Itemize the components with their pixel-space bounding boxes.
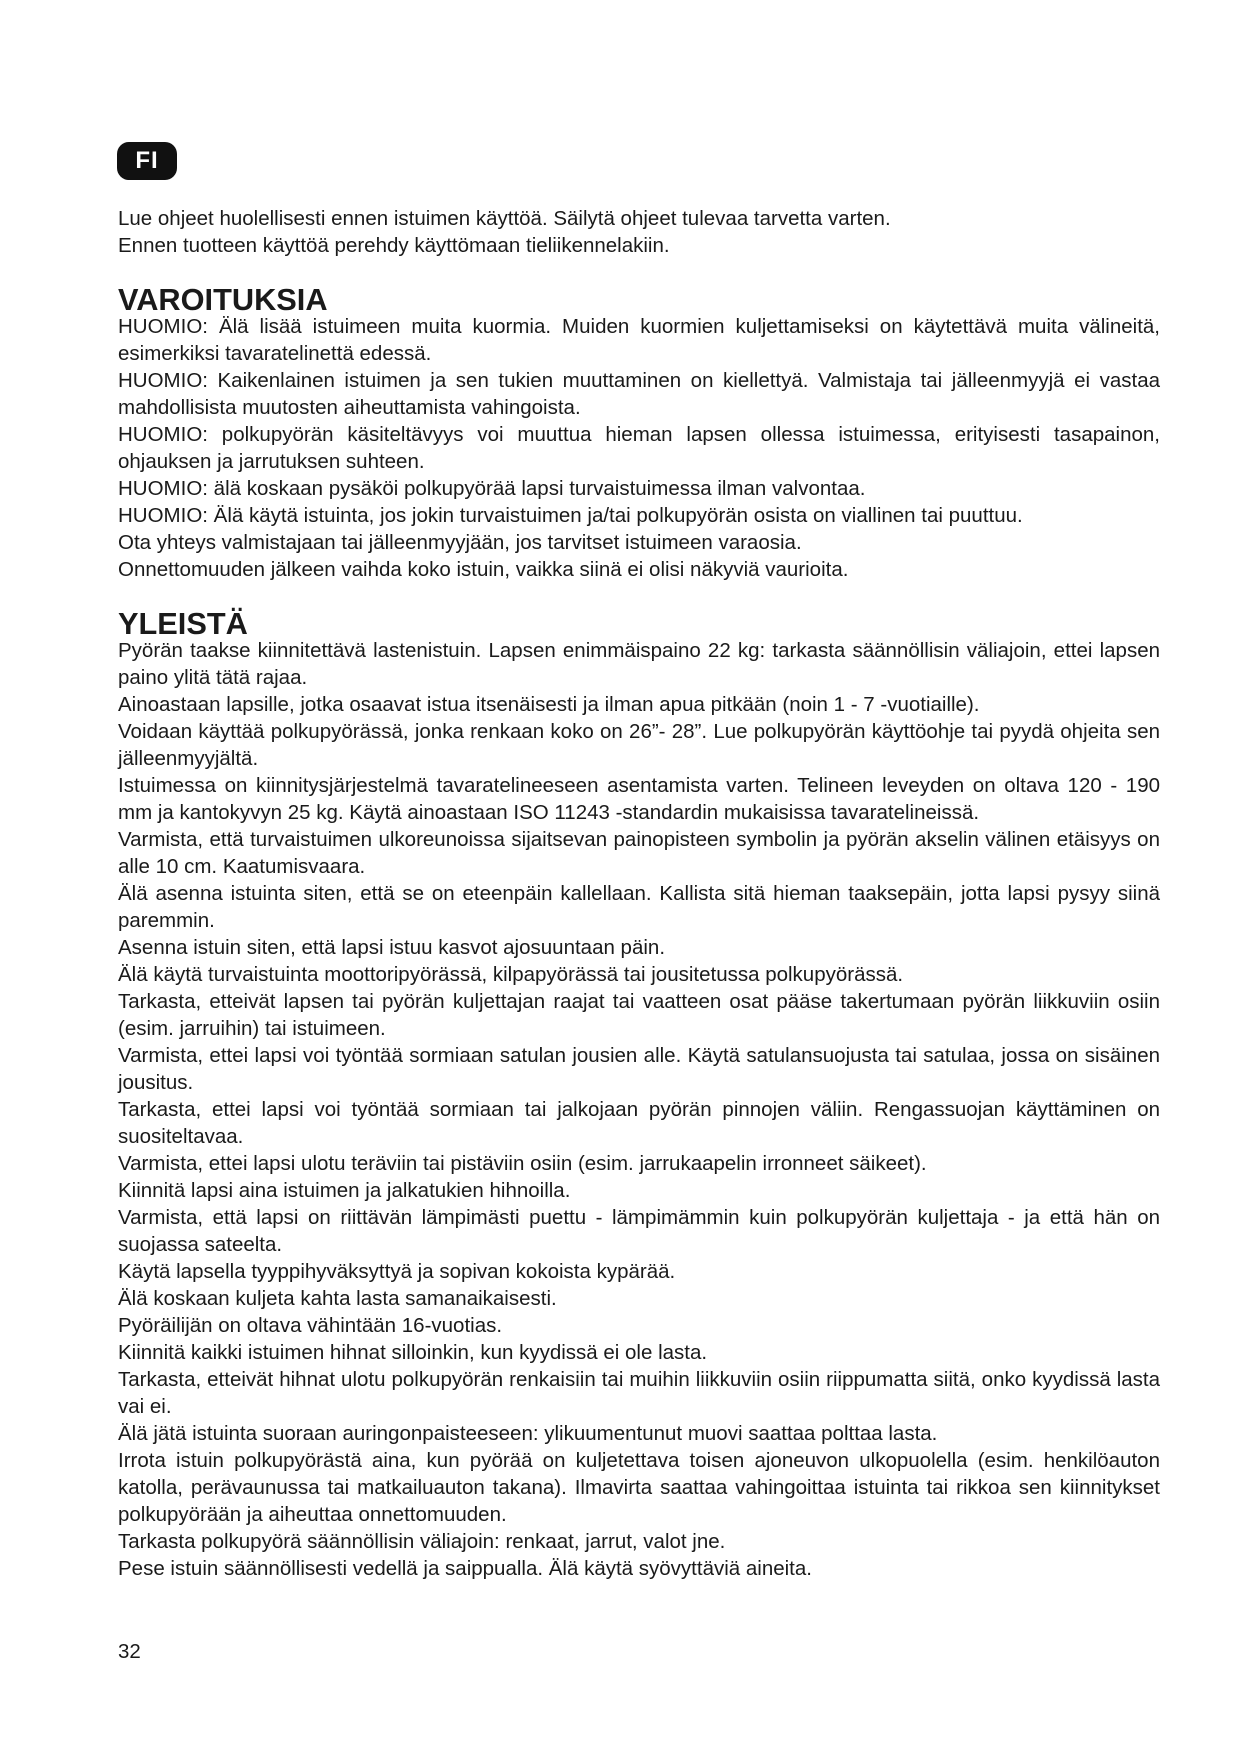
general-paragraph: Älä jätä istuinta suoraan auringonpaisteeseen: ylikuumentunut muovi saattaa polttaa lasta. [118,1422,938,1445]
warning-paragraph: Onnettomuuden jälkeen vaihda koko istuin, vaikka siinä ei olisi näkyviä vaurioita. [118,558,849,581]
intro-line: Lue ohjeet huolellisesti ennen istuimen käyttöä. Säilytä ohjeet tulevaa tarvetta varten. [118,207,891,230]
warning-paragraph: HUOMIO: Kaikenlainen istuimen ja sen tukien muuttaminen on kiellettyä. Valmistaja tai jälleenmyyjä ei vastaa mahdollisista muutosten aiheuttamista vahingoista. [118,369,1160,419]
section-heading-warnings: VAROITUKSIA [118,282,328,317]
warning-paragraph: HUOMIO: polkupyörän käsiteltävyys voi muuttua hieman lapsen ollessa istuimessa, erityisesti tasapainon, ohjauksen ja jarrutuksen suhteen. [118,423,1160,473]
general-paragraph: Varmista, että turvaistuimen ulkoreunoissa sijaitsevan painopisteen symbolin ja pyörän akselin välinen etäisyys on alle 10 cm. Kaatumisvaara. [118,828,1160,878]
general-paragraph: Voidaan käyttää polkupyörässä, jonka renkaan koko on 26”- 28”. Lue polkupyörän käyttöohje tai pyydä ohjeita sen jälleenmyyjältä. [118,720,1160,770]
warning-paragraph: Ota yhteys valmistajaan tai jälleenmyyjään, jos tarvitset istuimeen varaosia. [118,531,802,554]
page-number: 32 [118,1640,141,1663]
section-heading-general: YLEISTÄ [118,606,248,641]
general-paragraph: Ainoastaan lapsille, jotka osaavat istua itsenäisesti ja ilman apua pitkään (noin 1 - 7 -vuotiaille). [118,693,980,716]
section-warnings [118,282,1160,583]
general-paragraph: Tarkasta, ettei lapsi voi työntää sormiaan tai jalkojaan pyörän pinnojen väliin. Rengassuojan käyttäminen on suositeltavaa. [118,1098,1160,1148]
general-paragraph: Varmista, että lapsi on riittävän lämpimästi puettu - lämpimämmin kuin polkupyörän kuljettaja - ja että hän on suojassa sateelta. [118,1206,1160,1256]
general-paragraph: Irrota istuin polkupyörästä aina, kun pyörää on kuljetettava toisen ajoneuvon ulkopuolella (esim. henkilöauton katolla, perävaunussa tai matkailuauton takana). Ilmavirta saattaa vahingoittaa istuinta tai rikkoa sen kiinnitykset polkupyörään ja aiheuttaa onnettomuuden. [118,1449,1160,1526]
general-paragraph: Pyörän taakse kiinnitettävä lastenistuin. Lapsen enimmäispaino 22 kg: tarkasta säännöllisin väliajoin, ettei lapsen paino ylitä tätä rajaa. [118,639,1160,689]
intro-block [118,205,1160,259]
general-paragraph: Kiinnitä kaikki istuimen hihnat silloinkin, kun kyydissä ei ole lasta. [118,1341,708,1364]
general-paragraph: Asenna istuin siten, että lapsi istuu kasvot ajosuuntaan päin. [118,936,666,959]
warning-paragraph: HUOMIO: älä koskaan pysäköi polkupyörää lapsi turvaistuimessa ilman valvontaa. [118,477,866,500]
general-paragraph: Kiinnitä lapsi aina istuimen ja jalkatukien hihnoilla. [118,1179,571,1202]
intro-line: Ennen tuotteen käyttöä perehdy käyttömaan tieliikennelakiin. [118,234,670,257]
general-paragraph: Istuimessa on kiinnitysjärjestelmä tavaratelineeseen asentamista varten. Telineen leveyden on oltava 120 - 190 mm ja kantokyvyn 25 kg. Käytä ainoastaan ISO 11243 -standardin mukaisissa tavaratelineissä. [118,774,1160,824]
general-paragraph: Älä asenna istuinta siten, että se on eteenpäin kallellaan. Kallista sitä hieman taaksepäin, jotta lapsi pysyy siinä paremmin. [118,882,1160,932]
general-paragraph: Tarkasta, etteivät lapsen tai pyörän kuljettajan raajat tai vaatteen osat pääse takertumaan pyörän liikkuviin osiin (esim. jarruihin) tai istuimeen. [118,990,1160,1040]
general-paragraph: Älä koskaan kuljeta kahta lasta samanaikaisesti. [118,1287,557,1310]
general-paragraph: Pyöräilijän on oltava vähintään 16-vuotias. [118,1314,503,1337]
section-general [118,606,1160,1582]
general-paragraph: Tarkasta polkupyörä säännöllisin väliajoin: renkaat, jarrut, valot jne. [118,1530,726,1553]
warning-paragraph: HUOMIO: Älä käytä istuinta, jos jokin turvaistuimen ja/tai polkupyörän osista on viallinen tai puuttuu. [118,504,1023,527]
warning-paragraph: HUOMIO: Älä lisää istuimeen muita kuormia. Muiden kuormien kuljettamiseksi on käytettävä muita välineitä, esimerkiksi tavaratelinettä edessä. [118,315,1160,365]
general-paragraph: Käytä lapsella tyyppihyväksyttyä ja sopivan kokoista kypärää. [118,1260,676,1283]
general-paragraph: Älä käytä turvaistuinta moottoripyörässä, kilpapyörässä tai jousitetussa polkupyörässä. [118,963,904,986]
document-body [118,205,1160,1609]
general-paragraph: Varmista, ettei lapsi voi työntää sormiaan satulan jousien alle. Käytä satulansuojusta tai satulaa, jossa on sisäinen jousitus. [118,1044,1160,1094]
general-paragraph: Tarkasta, etteivät hihnat ulotu polkupyörän renkaisiin tai muihin liikkuviin osiin riippumatta siitä, onko kyydissä lasta vai ei. [118,1368,1160,1418]
language-badge: FI [117,142,177,180]
general-paragraph: Varmista, ettei lapsi ulotu teräviin tai pistäviin osiin (esim. jarrukaapelin irronneet säikeet). [118,1152,927,1175]
general-paragraph: Pese istuin säännöllisesti vedellä ja saippualla. Älä käytä syövyttäviä aineita. [118,1557,812,1580]
